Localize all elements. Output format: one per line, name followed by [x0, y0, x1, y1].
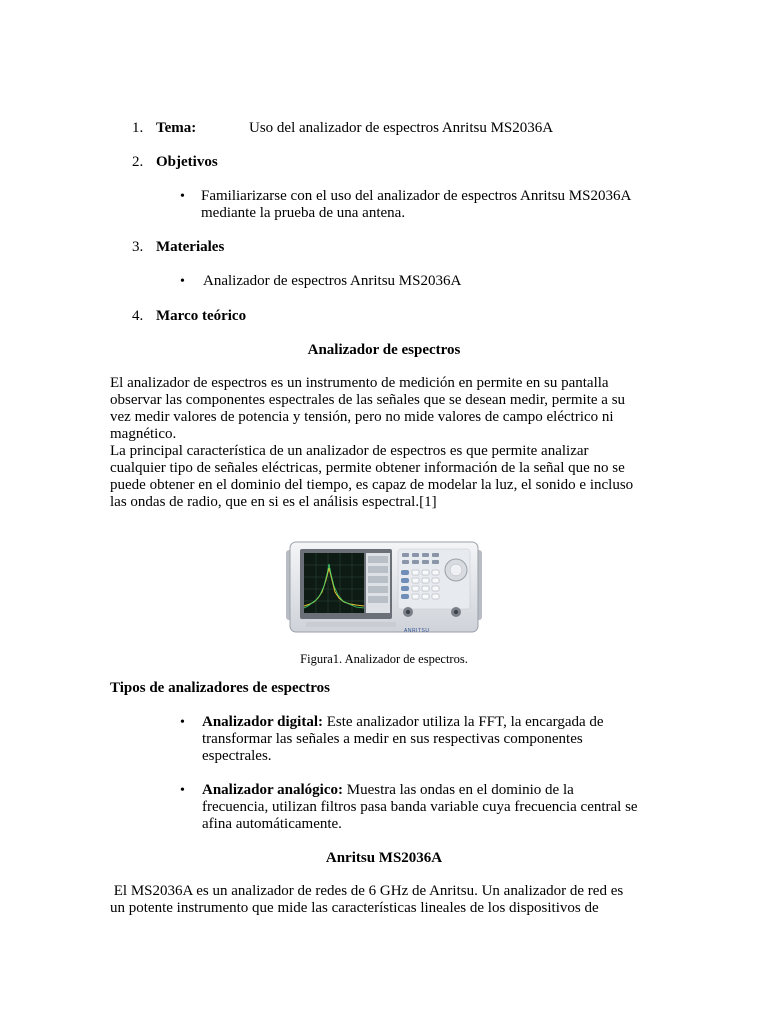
bullet-icon: • — [180, 274, 185, 289]
paragraph-line: observar las componentes espectrales de las señales que se desean medir, permite a su — [110, 392, 626, 408]
tipos-heading: Tipos de analizadores de espectros — [110, 680, 331, 696]
tipo-description-line: espectrales. — [202, 748, 272, 764]
paragraph-line: cualquier tipo de señales eléctricas, permite obtener información de la señal que no se — [110, 460, 625, 476]
tipo-description-line: afina automáticamente. — [202, 816, 342, 832]
paragraph-line: El analizador de espectros es un instrumento de medición en permite en su pantalla — [110, 375, 609, 391]
tipo-term: Analizador analógico: — [202, 782, 343, 798]
spectrum-analyzer-image — [286, 540, 482, 636]
tipo-term: Analizador digital: — [202, 714, 323, 730]
figure-caption: Figura1. Analizador de espectros. — [300, 652, 468, 666]
list-number: 3. — [132, 239, 144, 255]
objetivo-line-1: Familiarizarse con el uso del analizador de espectros Anritsu MS2036A — [201, 188, 632, 204]
analizador-heading: Analizador de espectros — [307, 342, 461, 358]
paragraph-line: magnético. — [110, 426, 177, 442]
bullet-icon: • — [180, 783, 185, 798]
paragraph-line: vez medir valores de potencia y tensión, pero no mide valores de campo eléctrico ni — [110, 409, 614, 425]
marco-teorico-heading: Marco teórico — [156, 308, 247, 324]
tema-label: Tema: — [156, 120, 197, 136]
paragraph-line: las ondas de radio, que en si es el análisis espectral.[1] — [110, 494, 437, 510]
paragraph-line: puede obtener en el dominio del tiempo, es capaz de modelar la luz, el sonido e incluso — [110, 477, 634, 493]
tipo-description-line: transformar las señales a medir en sus respectivas componentes — [202, 731, 583, 747]
materiales-heading: Materiales — [156, 239, 225, 255]
objetivos-heading: Objetivos — [156, 154, 218, 170]
paragraph-line: un potente instrumento que mide las características lineales de los dispositivos de — [110, 900, 599, 916]
tema-value: Uso del analizador de espectros Anritsu MS2036A — [249, 120, 554, 136]
bullet-icon: • — [180, 189, 185, 204]
bullet-icon: • — [180, 715, 185, 730]
list-number: 4. — [132, 308, 144, 324]
tipo-description-line: frecuencia, utilizan filtros pasa banda variable cuya frecuencia central se — [202, 799, 638, 815]
spectrum-analyzer-figure — [286, 540, 482, 636]
material-item: Analizador de espectros Anritsu MS2036A — [203, 273, 462, 289]
list-number: 2. — [132, 154, 144, 170]
tipo-description: Este analizador utiliza la FFT, la encargada de — [322, 714, 604, 730]
tipo-description: Muestra las ondas en el dominio de la — [342, 782, 574, 798]
objetivo-line-2: mediante la prueba de una antena. — [201, 205, 406, 221]
list-number: 1. — [132, 120, 144, 136]
anritsu-heading: Anritsu MS2036A — [325, 850, 443, 866]
device-brand-label: ANRITSU — [404, 628, 430, 634]
paragraph-line: La principal característica de un analizador de espectros es que permite analizar — [110, 443, 589, 459]
paragraph-line: El MS2036A es un analizador de redes de 6 GHz de Anritsu. Un analizador de red es — [110, 883, 624, 899]
